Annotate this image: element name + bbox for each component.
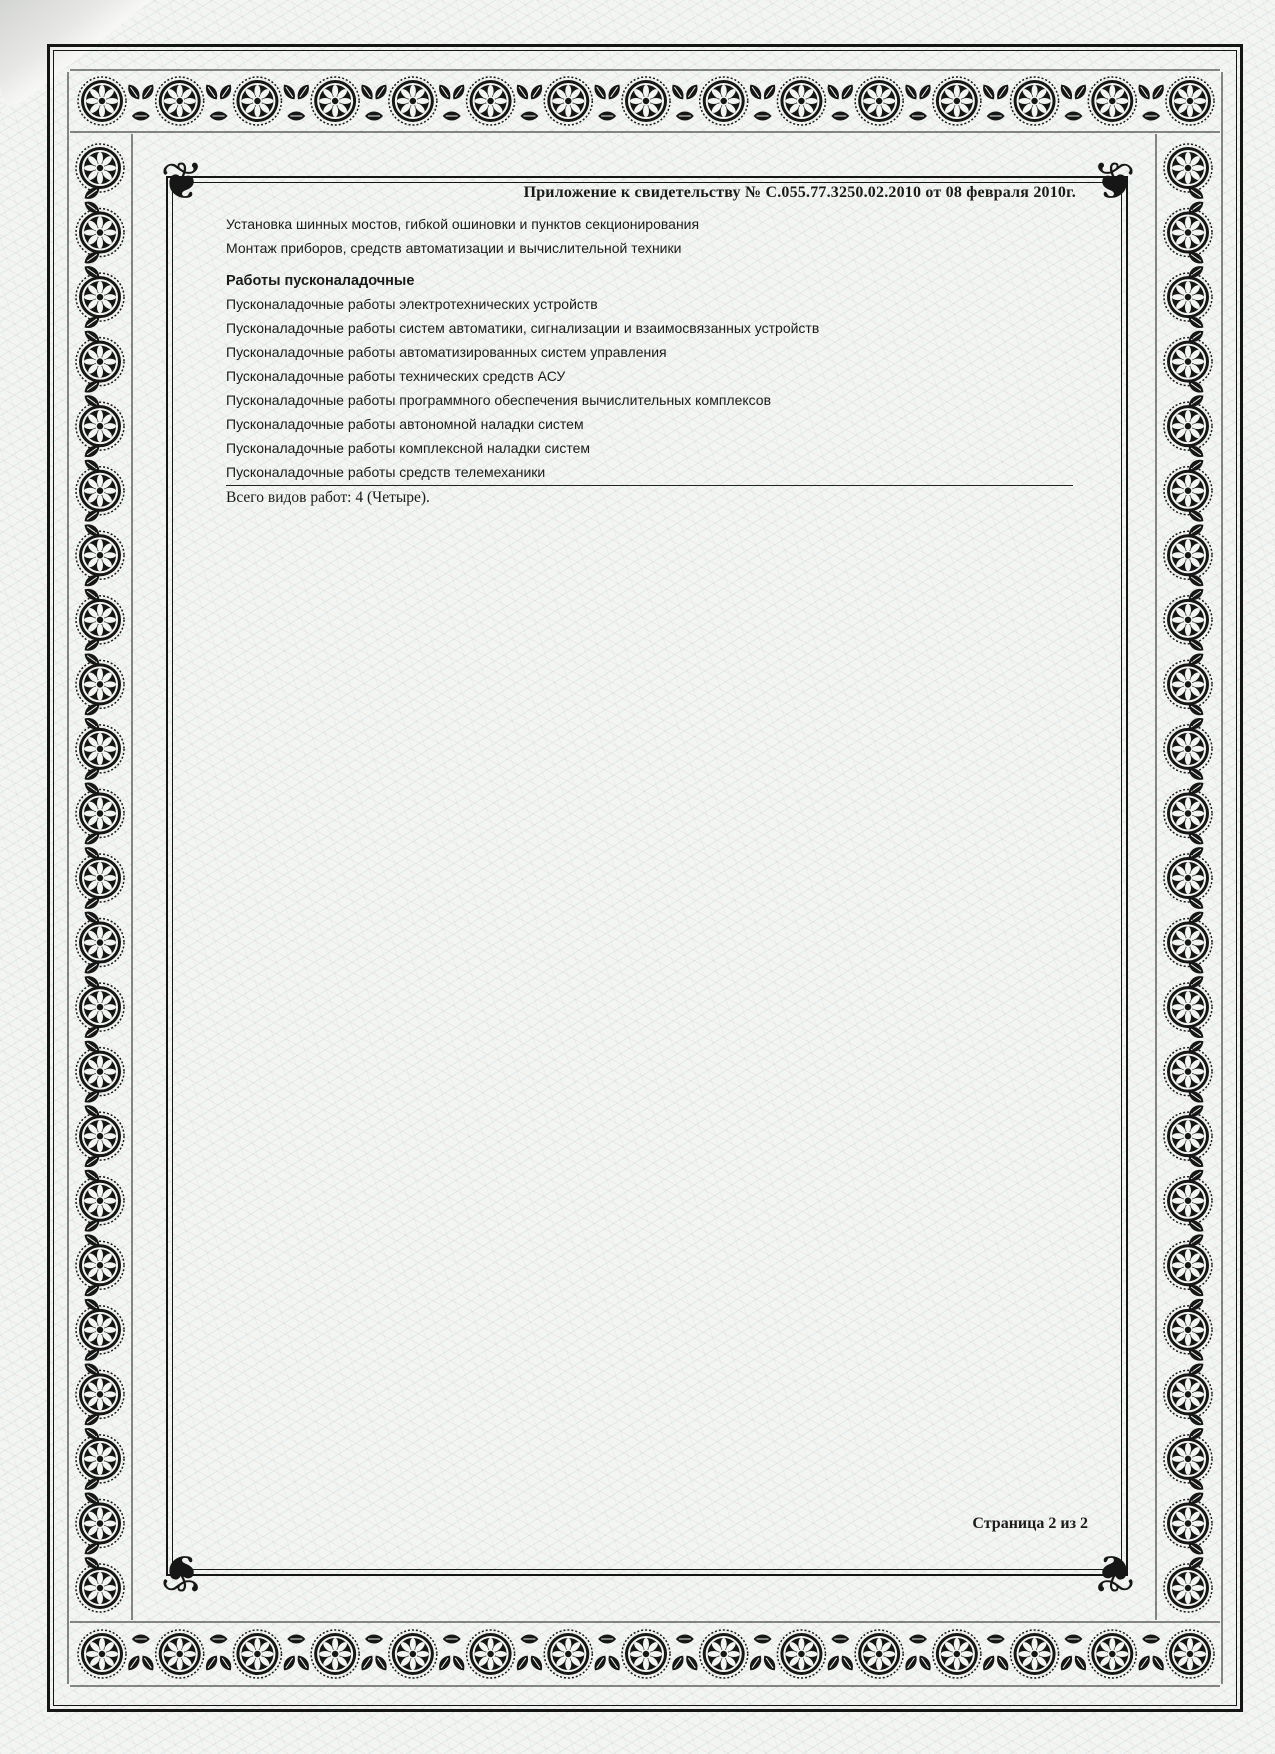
rosette-icon xyxy=(76,338,124,386)
rosette-icon xyxy=(233,77,281,125)
rosette-icon xyxy=(156,77,204,125)
rosette-icon xyxy=(1164,919,1212,967)
rosette-icon xyxy=(933,1630,981,1678)
rosette-icon xyxy=(855,1630,903,1678)
rosette-icon xyxy=(777,77,825,125)
leaf-icon xyxy=(754,1635,772,1644)
border-bottom xyxy=(78,1630,1214,1678)
leaf-icon xyxy=(1064,112,1082,121)
leaf-icon xyxy=(520,112,538,121)
leaf-icon xyxy=(1072,1653,1090,1673)
leaf-icon xyxy=(838,1653,856,1673)
leaf-icon xyxy=(450,1653,468,1673)
rosette-icon xyxy=(76,660,124,708)
leaf-icon xyxy=(358,82,376,102)
work-item: Пусконаладочные работы комплексной наладки систем xyxy=(226,440,590,456)
work-item: Пусконаладочные работы автоматизированных систем управления xyxy=(226,344,667,360)
leaf-icon xyxy=(443,112,461,121)
rosette-icon xyxy=(1164,467,1212,515)
leaf-icon xyxy=(916,1653,934,1673)
leaf-icon xyxy=(372,82,390,102)
rosette-icon xyxy=(76,789,124,837)
leaf-icon xyxy=(280,1653,298,1673)
total-count: Всего видов работ: 4 (Четыре). xyxy=(226,489,430,506)
work-item: Пусконаладочные работы систем автоматики, сигнализации и взаимосвязанных устройств xyxy=(226,320,820,336)
leaf-icon xyxy=(591,1653,609,1673)
leaf-icon xyxy=(132,112,150,121)
leaf-icon xyxy=(294,82,312,102)
leaf-icon xyxy=(1072,82,1090,102)
leaf-icon xyxy=(980,82,998,102)
rosette-icon xyxy=(233,1630,281,1678)
rosette-icon xyxy=(544,77,592,125)
rosette-icon xyxy=(76,1112,124,1160)
rosette-icon xyxy=(467,77,515,125)
rosette-icon xyxy=(1164,1306,1212,1354)
rosette-icon xyxy=(1164,596,1212,644)
rosette-icon xyxy=(1164,1241,1212,1289)
work-item: Установка шинных мостов, гибкой ошиновки и пунктов секционирования xyxy=(226,216,700,232)
rosette-icon xyxy=(1164,1048,1212,1096)
leaf-icon xyxy=(203,82,221,102)
leaf-icon xyxy=(598,112,616,121)
leaf-icon xyxy=(1149,1653,1167,1673)
leaf-icon xyxy=(831,112,849,121)
rosette-icon xyxy=(76,919,124,967)
leaf-icon xyxy=(528,82,546,102)
document-header: Приложение к свидетельству № С.055.77.3250.02.2010 от 08 февраля 2010г. xyxy=(523,184,1076,201)
rosette-icon xyxy=(1164,1499,1212,1547)
rosette-icon xyxy=(389,77,437,125)
leaf-icon xyxy=(824,1653,842,1673)
leaf-icon xyxy=(294,1653,312,1673)
rosette-icon xyxy=(76,209,124,257)
floral-corner-icon: ❦ xyxy=(160,152,204,212)
leaf-icon xyxy=(203,1653,221,1673)
leaf-icon xyxy=(683,1653,701,1673)
work-item: Монтаж приборов, средств автоматизации и вычислительной техники xyxy=(226,240,682,256)
rosette-icon xyxy=(76,596,124,644)
rosette-icon xyxy=(76,273,124,321)
work-item: Пусконаладочные работы автономной наладки систем xyxy=(226,416,584,432)
leaf-icon xyxy=(217,1653,235,1673)
leaf-icon xyxy=(1064,1635,1082,1644)
section-title: Работы пусконаладочные xyxy=(226,273,415,289)
rosette-icon xyxy=(1166,1630,1214,1678)
rosette-icon xyxy=(78,77,126,125)
leaf-icon xyxy=(514,82,532,102)
rosette-icon xyxy=(933,77,981,125)
leaf-icon xyxy=(676,1635,694,1644)
divider xyxy=(226,485,1073,486)
leaf-icon xyxy=(902,1653,920,1673)
rosette-icon xyxy=(76,144,124,192)
rosette-icon xyxy=(1164,338,1212,386)
floral-corner-icon: ❦ xyxy=(160,1542,204,1602)
work-item: Пусконаладочные работы средств телемеханики xyxy=(226,464,546,480)
rosette-icon xyxy=(1164,1112,1212,1160)
rosette-icon xyxy=(1164,209,1212,257)
rosette-icon xyxy=(156,1630,204,1678)
leaf-icon xyxy=(916,82,934,102)
rosette-icon xyxy=(1164,854,1212,902)
rosette-icon xyxy=(1011,77,1059,125)
rosette-icon xyxy=(1166,77,1214,125)
leaf-icon xyxy=(605,1653,623,1673)
rosette-icon xyxy=(78,1630,126,1678)
leaf-icon xyxy=(365,1635,383,1644)
leaf-icon xyxy=(831,1635,849,1644)
rosette-icon xyxy=(311,77,359,125)
leaf-icon xyxy=(125,1653,143,1673)
work-item: Пусконаладочные работы программного обеспечения вычислительных комплексов xyxy=(226,392,772,408)
leaf-icon xyxy=(761,1653,779,1673)
leaf-icon xyxy=(683,82,701,102)
leaf-icon xyxy=(217,82,235,102)
leaf-icon xyxy=(747,1653,765,1673)
leaf-icon xyxy=(994,82,1012,102)
rosette-icon xyxy=(777,1630,825,1678)
rosette-icon xyxy=(76,725,124,773)
leaf-icon xyxy=(514,1653,532,1673)
leaf-icon xyxy=(987,1635,1005,1644)
leaf-icon xyxy=(287,112,305,121)
border-top xyxy=(78,77,1214,125)
leaf-icon xyxy=(1142,1635,1160,1644)
leaf-icon xyxy=(372,1653,390,1673)
page-number: Страница 2 из 2 xyxy=(972,1515,1088,1532)
work-item: Пусконаладочные работы технических средств АСУ xyxy=(226,368,566,384)
rosette-icon xyxy=(76,1435,124,1483)
rosette-icon xyxy=(76,1177,124,1225)
leaf-icon xyxy=(902,82,920,102)
leaf-icon xyxy=(591,82,609,102)
leaf-icon xyxy=(287,1635,305,1644)
leaf-icon xyxy=(210,112,228,121)
rosette-icon xyxy=(855,77,903,125)
leaf-icon xyxy=(520,1635,538,1644)
floral-corner-icon: ❦ xyxy=(1092,1542,1136,1602)
rosette-icon xyxy=(76,1241,124,1289)
leaf-icon xyxy=(1142,112,1160,121)
leaf-icon xyxy=(605,82,623,102)
leaf-icon xyxy=(365,112,383,121)
rosette-icon xyxy=(76,1370,124,1418)
rosette-icon xyxy=(76,854,124,902)
rosette-icon xyxy=(389,1630,437,1678)
leaf-icon xyxy=(754,112,772,121)
leaf-icon xyxy=(1149,82,1167,102)
leaf-icon xyxy=(436,82,454,102)
rosette-icon xyxy=(1164,1564,1212,1612)
leaf-icon xyxy=(132,1635,150,1644)
rosette-icon xyxy=(467,1630,515,1678)
rosette-icon xyxy=(1164,531,1212,579)
work-item: Пусконаладочные работы электротехнических устройств xyxy=(226,296,598,312)
leaf-icon xyxy=(210,1635,228,1644)
leaf-icon xyxy=(838,82,856,102)
rosette-icon xyxy=(700,1630,748,1678)
leaf-icon xyxy=(980,1653,998,1673)
rosette-icon xyxy=(1164,273,1212,321)
leaf-icon xyxy=(436,1653,454,1673)
leaf-icon xyxy=(747,82,765,102)
leaf-icon xyxy=(994,1653,1012,1673)
leaf-icon xyxy=(280,82,298,102)
rosette-icon xyxy=(1164,789,1212,837)
leaf-icon xyxy=(450,82,468,102)
leaf-icon xyxy=(443,1635,461,1644)
leaf-icon xyxy=(824,82,842,102)
rosette-icon xyxy=(1164,660,1212,708)
rosette-icon xyxy=(1011,1630,1059,1678)
rosette-icon xyxy=(1164,1177,1212,1225)
leaf-icon xyxy=(1135,1653,1153,1673)
rosette-icon xyxy=(1164,983,1212,1031)
floral-corner-icon: ❦ xyxy=(1092,152,1136,212)
leaf-icon xyxy=(669,82,687,102)
rosette-icon xyxy=(622,77,670,125)
leaf-icon xyxy=(761,82,779,102)
rosette-icon xyxy=(1164,144,1212,192)
leaf-icon xyxy=(139,82,157,102)
leaf-icon xyxy=(909,112,927,121)
leaf-icon xyxy=(909,1635,927,1644)
rosette-icon xyxy=(76,1306,124,1354)
leaf-icon xyxy=(1058,82,1076,102)
leaf-icon xyxy=(1135,82,1153,102)
document-body xyxy=(226,184,1076,507)
rosette-icon xyxy=(76,1499,124,1547)
rosette-icon xyxy=(76,983,124,1031)
leaf-icon xyxy=(139,1653,157,1673)
rosette-icon xyxy=(76,1048,124,1096)
rosette-icon xyxy=(76,531,124,579)
rosette-icon xyxy=(76,467,124,515)
leaf-icon xyxy=(1058,1653,1076,1673)
rosette-icon xyxy=(700,77,748,125)
leaf-icon xyxy=(669,1653,687,1673)
rosette-icon xyxy=(1088,77,1136,125)
leaf-icon xyxy=(358,1653,376,1673)
rosette-icon xyxy=(1164,1435,1212,1483)
border-right xyxy=(1164,144,1212,1612)
rosette-icon xyxy=(1164,1370,1212,1418)
rosette-icon xyxy=(622,1630,670,1678)
rosette-icon xyxy=(76,1564,124,1612)
leaf-icon xyxy=(676,112,694,121)
rosette-icon xyxy=(311,1630,359,1678)
rosette-icon xyxy=(544,1630,592,1678)
leaf-icon xyxy=(598,1635,616,1644)
border-left xyxy=(76,144,124,1612)
rosette-icon xyxy=(76,402,124,450)
leaf-icon xyxy=(528,1653,546,1673)
leaf-icon xyxy=(125,82,143,102)
leaf-icon xyxy=(987,112,1005,121)
rosette-icon xyxy=(1164,725,1212,773)
rosette-icon xyxy=(1088,1630,1136,1678)
rosette-icon xyxy=(1164,402,1212,450)
